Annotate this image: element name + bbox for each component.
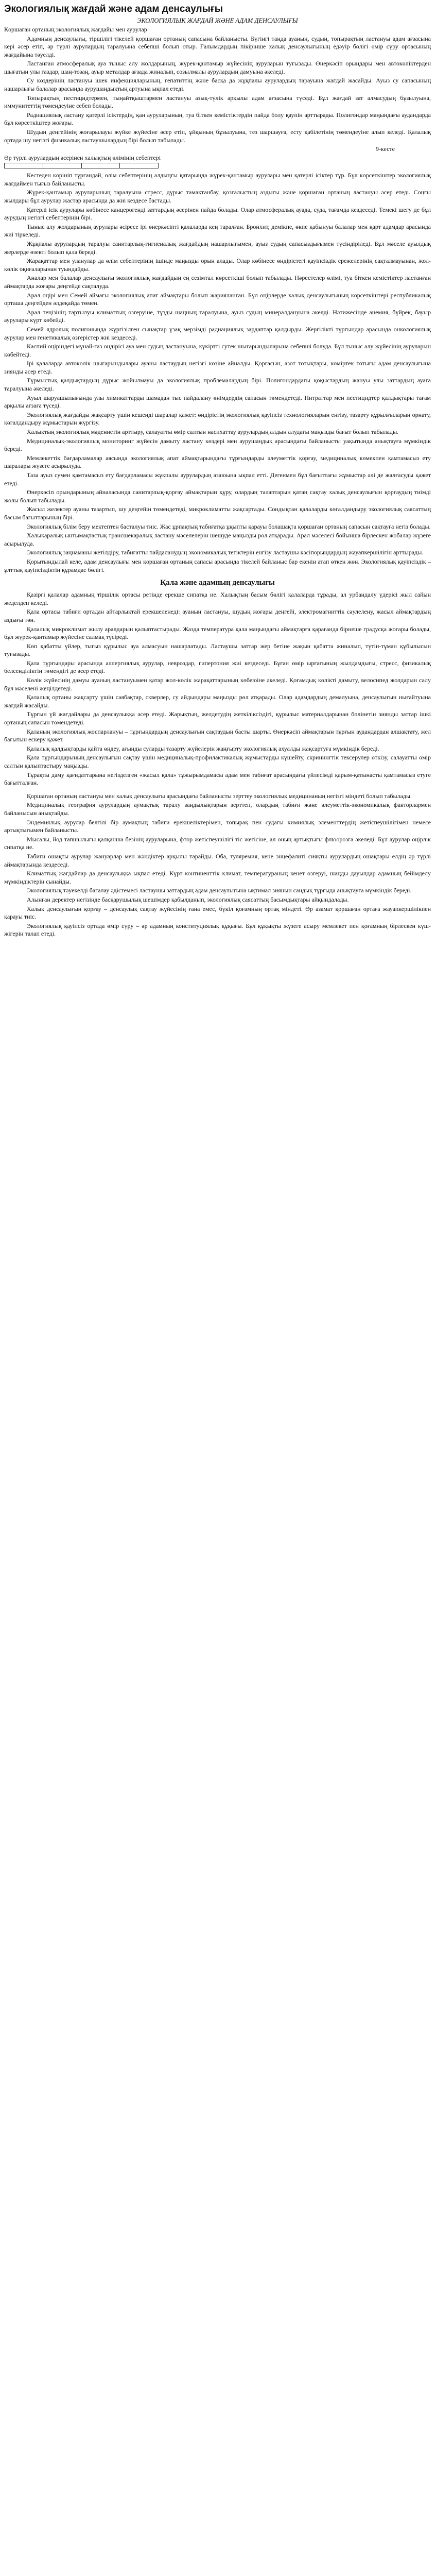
paragraph: Қатерлі ісік аурулары көбінесе канцерогенді заттардың әсерінен пайда болады. Олар атмосфералық ауада, суда, тағамда кездеседі. Темекі шегу де бұл аурудың негізгі себептерінің бірі. [4,206,431,222]
section-3-body [4,591,431,787]
paragraph: Медициналық география аурулардың аумақтық таралу заңдылықтарын зерттеп, олардың табиғи және әлеуметтік-экономикалық факторлармен байланысын анықтайды. [4,801,431,817]
paragraph: Мысалы, йод тапшылығы қалқанша безінің ауруларына, фтор жетіспеушілігі тіс жегісіне, ал оның артықтығы флюорозға әкеледі. Бұл аурулар өңірлік сипатқа ие. [4,835,431,851]
paragraph: Аналар мен балалар денсаулығы экологиялық жағдайдың ең сезімтал көрсеткіші болып табылады. Нәрестелер өлімі, туа біткен кемістіктер ластанған аймақтарда жоғары деңгейде сақталуда. [4,274,431,290]
section-4-body [4,792,431,938]
paragraph: Каспий өңіріндегі мұнай-газ өндірісі ауа мен судың ластануына, күкіртті сутек шығарындыларына себепші болуда. Бұл тыныс алу жүйесінің ауруларын көбейтеді. [4,343,431,358]
paragraph: Ірі қалаларда автокөлік шығарындылары ауаны ластаудың негізгі көзіне айналды. Қорғасын, азот тотықтары, көміртек тотығы адам денсаулығына зиянды әсер етеді. [4,360,431,375]
paragraph: Тұрақты даму қағидаттарына негізделген «жасыл қала» тұжырымдамасы адам мен табиғат арасындағы үйлесімді қарым-қатынасты қамтамасыз етуге бағытталған. [4,771,431,787]
document-title: Экологиялық жағдай және адам денсаулығы [4,4,223,14]
paragraph: Радиациялық ластану қатерлі ісіктердің, қан ауруларының, туа біткен кемістіктердің пайда болу қаупін арттырады. Полигондар маңындағы аудандарда бұл көрсеткіштер жоғары. [4,111,431,127]
paragraph: Эндемиялық аурулар белгілі бір аумақтың табиғи ерекшеліктерімен, топырақ пен судағы химиялық элементтердің жетіспеушілігімен немесе артықтығымен байланысты. [4,818,431,834]
table-title: Әр түрлі аурулардың әсерінен халықтың өлімінің себептері [4,154,161,162]
paragraph: Қоршаған ортаның ластануы мен халық денсаулығы арасындағы байланысты зерттеу экологиялық медицинаның негізгі міндеті болып табылады. [27,792,412,800]
paragraph: Қала ортасы табиғи ортадан айтарлықтай ерекшеленеді: ауаның ластануы, шудың жоғары деңгейі, электромагниттік сәулелену, жасыл аймақтардың аздығы тән. [4,608,431,623]
paragraph: Қазіргі қалалар адамның тіршілік ортасы ретінде ерекше сипатқа ие. Халықтың басым бөлігі қалаларда тұрады, ал урбандалу үдерісі жыл сайын жеделдеп келеді. [4,591,431,606]
section-gap [4,788,431,792]
paragraph: Су көздерінің ластануы ішек инфекцияларының, гепатиттің және басқа да жұқпалы аурулардың тарауына жағдай жасайды. Ауыз су сапасының нашарлығы балалар арасында аурушаңдықтың артуына ықпал етеді. [4,77,431,93]
paragraph: Халық денсаулығын қорғау – денсаулық сақтау жүйесінің ғана емес, бүкіл қоғамның ортақ міндеті. Әр азамат қоршаған ортаға жауапкершілікпен қарауы тиіс. [4,905,431,921]
paragraph: Арал өңірі мен Семей аймағы экологиялық апат аймақтары болып жарияланған. Бұл өңірлерде халық денсаулығының көрсеткіштері республикалық орташа деңгейден әлдеқайда төмен. [4,291,431,307]
paragraph: Семей ядролық полигонында жүргізілген сынақтар ұзақ мерзімді радиациялық зардаптар қалдырды. Жергілікті тұрғындар арасында онкологиялық аурулар мен генетикалық өзгерістер жиі кездеседі. [4,325,431,341]
paragraph: Ауыл шаруашылығында улы химикаттарды шамадан тыс пайдалану өнімдердің сапасын төмендетеді. Нитраттар мен пестицидтер қалдықтары тағам арқылы ағзаға түседі. [4,394,431,410]
paragraph: Арал теңізінің тартылуы климаттың өзгеруіне, тұзды шаңның таралуына, ауыз судың минералдануына әкелді. Нәтижесінде анемия, бүйрек, бауыр аурулары күрт көбейді. [4,308,431,324]
paragraph: Медициналық-экологиялық мониторинг жүйесін дамыту ластану көздері мен аурушаңдық арасындағы байланысты уақытында анықтауға мүмкіндік береді. [4,437,431,453]
paragraph: Экологиялық қауіпсіз ортада өмір сүру – әр адамның конституциялық құқығы. Бұл құқықты жүзеге асыру мемлекет пен қоғамның бірлескен күш-жігерін талап етеді. [4,922,431,938]
paragraph: Мемлекеттік бағдарламалар аясында экологиялық апат аймақтарындағы тұрғындарды әлеуметтік қорғау, медициналық көмекпен қамтамасыз ету шаралары жүзеге асырылуда. [4,454,431,470]
paragraph: Тұрмыстық қалдықтардың дұрыс жойылмауы да экологиялық проблемалардың бірі. Полигондардағы қоқыстардың жануы улы заттардың ауаға таралуына әкеледі. [4,377,431,393]
paragraph: Қаланың экологиялық жоспарлануы – тұрғындардың денсаулығын сақтаудың басты шарты. Өнеркәсіп аймақтарын тұрғын аудандардан алшақтату, жел бағытын ескеру қажет. [4,727,431,743]
paragraph: Өнеркәсіп орындарының айналасында санитарлық-қорғау аймақтарын құру, олардың талаптарын қатаң сақтау халық денсаулығын қорғаудың тиімді жолы болып табылады. [4,488,431,504]
paragraph: Шудың деңгейінің жоғарылауы жүйке жүйесіне әсер етіп, ұйқының бұзылуына, тез шаршауға, есту қабілетінің төмендеуіне алып келеді. Қалалық ортада шу негізгі физикалық ластаушылардың бірі болып табылады. [4,128,431,144]
causes-table [4,163,159,168]
paragraph: Адамның денсаулығы, тіршілігі тікелей қоршаған ортаның сапасына байланысты. Бүгінгі таңда ауаның, судың, топырақтың ластануы адам ағзасына кері әсер етіп, әр түрлі аурулардың таралуына себепші болып отыр. Ғалымдардың пікірінше халық денсаулығының едәуір бөлігі өмір сүру ортасының жағдайына тәуелді. [4,35,431,58]
paragraph: Көп қабатты үйлер, тығыз құрылыс ауа алмасуын нашарлатады. Ластаушы заттар жер бетіне жақын қабатта жиналып, түтін-тұман құбылысын туғызады. [4,642,431,658]
paragraph: Экологиялық заңнаманы жетілдіру, табиғатты пайдаланудың экономикалық тетіктерін енгізу ластаушы кәсіпорындардың жауапкершілігін арттырады. [27,549,424,556]
paragraph: Қала тұрғындары арасында аллергиялық аурулар, невроздар, гипертония жиі кездеседі. Бұған өмір ырғағының жылдамдығы, стресс, физикалық белсенділіктің төмендігі де әсер етеді. [4,659,431,675]
paragraph: Таза ауыз сумен қамтамасыз ету бағдарламасы жұқпалы аурулардың азаюына ықпал етті. Дегенмен бұл бағыттағы жұмыстар әлі де жалғасуды қажет етеді. [4,471,431,487]
intro-line: Қоршаған ортаның экологиялық жағдайы мен аурулар [4,26,147,33]
paragraph: Жұқпалы аурулардың таралуы санитарлық-гигиеналық жағдайдың нашарлығымен, ауыз судың сапасыздығымен түсіндіріледі. Бұл мәселе ауылдық жерлерде өзекті болып қала береді. [4,240,431,256]
paragraph: Экологиялық жағдайды жақсарту үшін кешенді шаралар қажет: өндірістің экологиялық қауіпсіз технологияларын енгізу, тазарту құрылғыларын орнату, көгалдандыру жұмыстарын жүргізу. [4,411,431,427]
paragraph: Көлік жүйесінің дамуы ауаның ластануымен қатар жол-көлік жарақаттарының көбеюіне әкеледі. Қоғамдық көлікті дамыту, велосипед жолдарын салу бұл мәселені жеңілдетеді. [4,676,431,692]
paragraph: Тыныс алу жолдарының аурулары әсіресе ірі өнеркәсіпті қалаларда кең таралған. Бронхит, демікпе, өкпе қабынуы балалар мен қарт адамдар арасында жиі тіркеледі. [4,223,431,239]
paragraph: Қалалық микроклимат жылу аралдарын қалыптастырады. Жазда температура қала маңындағы аймақтарға қарағанда бірнеше градусқа жоғары болады, бұл жүрек-қантамыр жүйесіне салмақ түсіреді. [4,625,431,641]
section-3-heading: Қала және адамның денсаулығы [160,579,275,587]
paragraph: Климаттық жағдайлар да денсаулыққа ықпал етеді. Күрт континенттік климат, температураның кенет өзгеруі, шаңды дауылдар адамның бейімделу мүмкіндіктерін сынайды. [4,870,431,885]
paragraph: Жүрек-қантамыр ауруларының таралуына стресс, дұрыс тамақтанбау, қозғалыстың аздығы және қоршаған ортаның ластануы әсер етеді. Соңғы жылдары бұл аурулар жастар арасында да жиі кездесе бастады. [4,189,431,204]
paragraph: Халықаралық ынтымақтастық трансшекаралық ластану мәселелерін шешуде маңызды рөл атқарады. Арал мәселесі бойынша бірлескен жобалар жүзеге асырылуда. [4,532,431,547]
paragraph: Жарақаттар мен уланулар да өлім себептерінің ішінде маңызды орын алады. Олар көбінесе өндірістегі қауіпсіздік ережелерінің сақталмауынан, жол-көлік оқиғаларынан туындайды. [4,257,431,273]
section-2-body [4,172,431,574]
paragraph: Қорытындылай келе, адам денсаулығы мен қоршаған ортаның сапасы арасында тікелей байланыс бар екенін атап өткен жөн. Экологиялық қауіпсіздік – ұлттық қауіпсіздіктің құрамдас бөлігі. [4,557,431,573]
section-1-body [4,35,431,145]
document-subtitle: ЭКОЛОГИЯЛЫҚ ЖАҒДАЙ ЖӘНЕ АДАМ ДЕНСАУЛЫҒЫ [137,17,298,24]
paragraph: Жасыл желектер ауаны тазартып, шу деңгейін төмендетеді, микроклиматты жақсартады. Сондықтан қалаларды көгалдандыру экологиялық саясаттың басым бағыттарының бірі. [4,505,431,521]
paragraph: Кестеден көрініп тұрғандай, өлім себептерінің алдыңғы қатарында жүрек-қантамыр аурулары мен қатерлі ісіктер тұр. Бұл көрсеткіштер экологиялық жағдаймен тығыз байланысты. [4,172,431,187]
paragraph: Қала тұрғындарының денсаулығын сақтау үшін медициналық-профилактикалық жұмыстарды күшейту, скринингтік тексерулер өткізу, салауатты өмір салтын қалыптастыру маңызды. [4,754,431,769]
paragraph: Қалалық қалдықтарды қайта өңдеу, ағынды суларды тазарту жүйелерін жаңғырту экологиялық ахуалды жақсартуға мүмкіндік береді. [27,744,379,752]
paragraph: Топырақтың пестицидтермен, тыңайтқыштармен ластануы азық-түлік арқылы адам ағзасына түседі. Бұл жағдай зат алмасудың бұзылуына, иммунитеттің төмендеуіне себеп болады. [4,94,431,110]
paragraph: Қалалық ортаны жақсарту үшін саябақтар, скверлер, су айдындары маңызды рөл атқарады. Олар адамдардың демалуына, денсаулығын нығайтуына жағдай жасайды. [4,693,431,709]
paragraph: Ластанған атмосфералық ауа тыныс алу жолдарының, жүрек-қантамыр жүйесінің ауруларын туғызады. Өнеркәсіп орындары мен автокөліктерден шығатын улы газдар, шаң-тозаң, ауыр металдар ағзада жиналып, созылмалы аурулардың дамуына әкеледі. [4,60,431,75]
paragraph: Табиғи ошақты аурулар жануарлар мен жәндіктер арқылы тарайды. Оба, туляремия, кене энцефалиті сияқты аурулардың ошақтары елдің әр түрлі аймақтарында кездеседі. [4,852,431,868]
table-caption: 9-кесте [375,145,395,153]
paragraph: Экологиялық тәуекелді бағалау әдістемесі ластаушы заттардың адам денсаулығына ықтимал зиянын сандық тұрғыда анықтауға мүмкіндік береді. [27,887,412,894]
paragraph: Тұрғын үй жағдайлары да денсаулыққа әсер етеді. Жарықтың, желдетудің жеткіліксіздігі, құрылыс материалдарынан бөлінетін зиянды заттар ішкі ортаның сапасын төмендетеді. [4,710,431,726]
paragraph: Алынған деректер негізінде басқарушылық шешімдер қабылданып, экологиялық саясаттың басымдықтары айқындалады. [27,895,349,903]
paragraph: Экологиялық білім беру мектептен басталуы тиіс. Жас ұрпақтың табиғатқа ұқыпты қарауы болашақта қоршаған ортаның сапасын сақтауға негіз болады. [27,522,431,530]
paragraph: Халықтың экологиялық мәдениетін арттыру, салауатты өмір салтын насихаттау аурулардың алдын алудағы маңызды бағыт болып табылады. [27,428,399,436]
table-row [5,163,159,168]
